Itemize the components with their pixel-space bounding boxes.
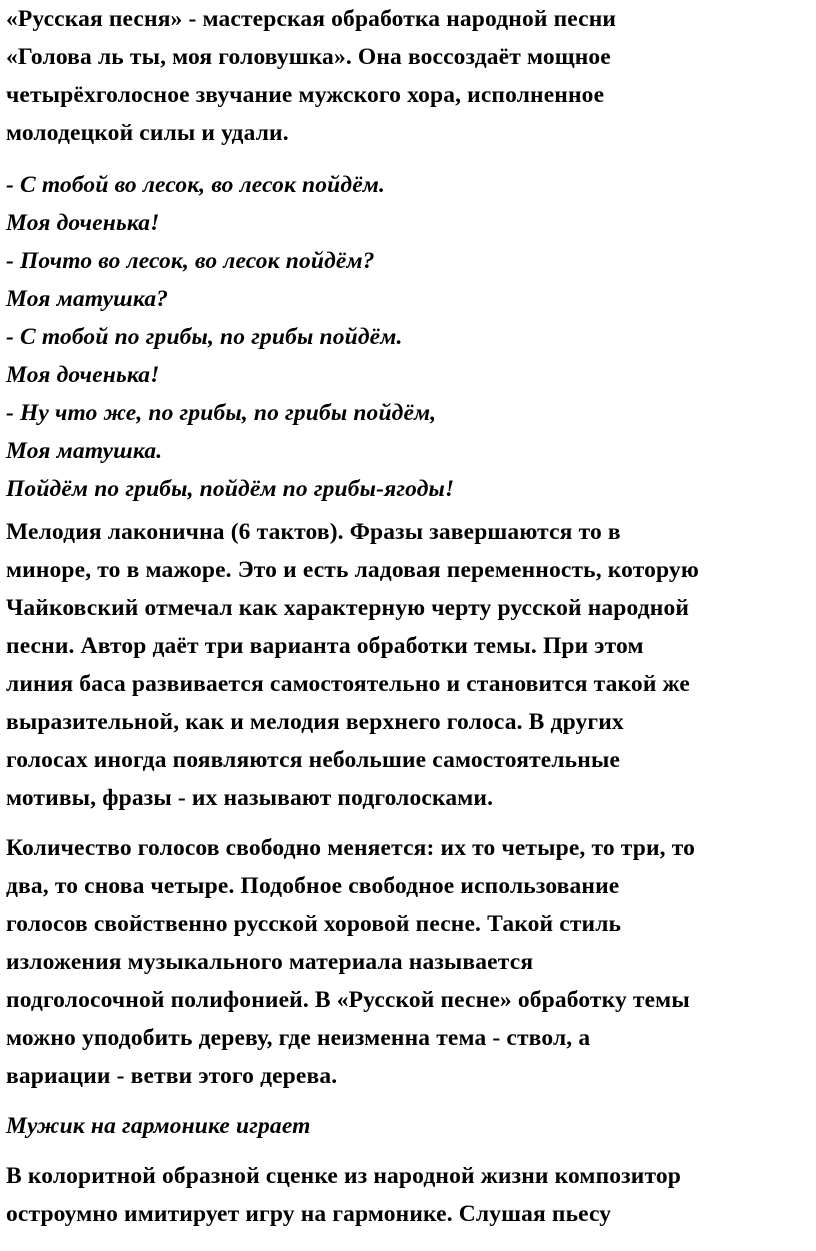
- text-line: «Русская песня» - мастерская обработка народной песни: [6, 6, 617, 32]
- lyric-line: Моя матушка.: [6, 438, 163, 464]
- text-line: В колоритной образной сценке из народной жизни композитор: [6, 1163, 681, 1189]
- text-line: миноре, то в мажоре. Это и есть ладовая переменность, которую: [6, 557, 699, 583]
- text-line: Мелодия лаконична (6 тактов). Фразы завершаются то в: [6, 519, 621, 545]
- text-line: остроумно имитирует игру на гармонике. Слушая пьесу: [6, 1201, 612, 1227]
- lyric-line: Моя доченька!: [6, 362, 160, 388]
- text-line: изложения музыкального материала называется: [6, 949, 534, 975]
- lyric-line: Пойдём по грибы, пойдём по грибы-ягоды!: [6, 476, 455, 502]
- section-heading: Мужик на гармонике играет: [6, 1113, 311, 1139]
- text-line: «Голова ль ты, моя головушка». Она воссоздаёт мощное: [6, 44, 611, 70]
- text-line: Количество голосов свободно меняется: их то четыре, то три, то: [6, 835, 696, 861]
- text-line: подголосочной полифонией. В «Русской песне» обработку темы: [6, 987, 690, 1013]
- lyric-line: - Ну что же, по грибы, по грибы пойдём,: [6, 400, 437, 426]
- lyric-line: - С тобой по грибы, по грибы пойдём.: [6, 324, 403, 350]
- text-line: вариации - ветви этого дерева.: [6, 1063, 338, 1089]
- lyric-line: Моя матушка?: [6, 286, 169, 312]
- text-line: четырёхголосное звучание мужского хора, исполненное: [6, 82, 605, 108]
- lyric-line: - Почто во лесок, во лесок пойдём?: [6, 248, 375, 274]
- text-line: голосов свойственно русской хоровой песне. Такой стиль: [6, 911, 622, 937]
- lyric-line: Моя доченька!: [6, 210, 160, 236]
- text-line: молодецкой силы и удали.: [6, 120, 289, 146]
- lyric-line: - С тобой во лесок, во лесок пойдём.: [6, 172, 386, 198]
- text-line: голосах иногда появляются небольшие самостоятельные: [6, 747, 621, 773]
- text-line: мотивы, фразы - их называют подголосками.: [6, 785, 494, 811]
- text-line: можно уподобить дереву, где неизменна тема - ствол, а: [6, 1025, 591, 1051]
- text-line: два, то снова четыре. Подобное свободное использование: [6, 873, 620, 899]
- text-line: выразительной, как и мелодия верхнего голоса. В других: [6, 709, 624, 735]
- text-line: линия баса развивается самостоятельно и становится такой же: [6, 671, 690, 697]
- text-line: Чайковский отмечал как характерную черту русской народной: [6, 595, 690, 621]
- text-line: песни. Автор даёт три варианта обработки темы. При этом: [6, 633, 644, 659]
